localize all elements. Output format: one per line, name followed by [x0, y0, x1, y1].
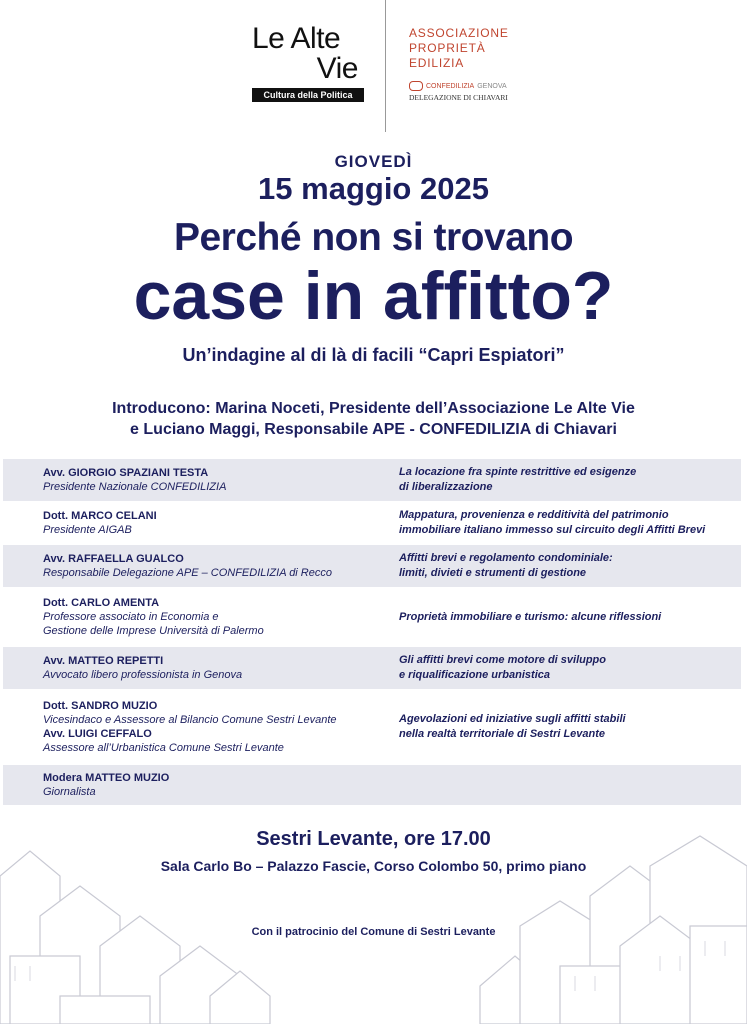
le-alte-vie-logo	[252, 24, 364, 102]
speaker-row	[3, 647, 741, 689]
speaker-row	[3, 501, 741, 545]
speaker-role: Avvocato libero professionista in Genova	[43, 669, 243, 681]
intro-text	[0, 398, 747, 440]
confedilizia-text: CONFEDILIZIA	[426, 82, 475, 90]
talk-topic-line1: Mappatura, provenienza e redditività del patrimonio	[399, 509, 669, 521]
ape-line-3: EDILIZIA	[409, 56, 465, 70]
logo-tagline: Cultura della Politica	[252, 88, 364, 102]
talk-topic-line1: Affitti brevi e regolamento condominiale:	[399, 552, 613, 564]
patronage-text: Con il patrocinio del Comune di Sestri Levante	[251, 926, 496, 938]
speaker-row	[3, 587, 741, 647]
talk-topic-line2: e riqualificazione urbanistica	[399, 669, 550, 681]
genova-text: GENOVA	[477, 82, 507, 90]
talk-topic-line1: Agevolazioni ed iniziative sugli affitti stabili	[399, 713, 626, 725]
ape-line-2: PROPRIETÀ	[409, 41, 486, 55]
logo-divider	[385, 0, 386, 132]
speaker-name: Dott. SANDRO MUZIO	[43, 700, 158, 712]
speaker-role: Presidente Nazionale CONFEDILIZIA	[43, 481, 227, 493]
speaker-role: Vicesindaco e Assessore al Bilancio Comune Sestri Levante	[43, 714, 337, 726]
talk-topic-line2: immobiliare italiano immesso sul circuito degli Affitti Brevi	[399, 524, 706, 536]
talk-topic-line1: Gli affitti brevi come motore di sviluppo	[399, 654, 606, 666]
ape-logo	[409, 26, 539, 102]
talk-topic-line2: di liberalizzazione	[399, 481, 493, 493]
speaker-role: Professore associato in Economia e	[43, 611, 219, 623]
confedilizia-icon	[409, 81, 423, 91]
confedilizia-row	[409, 81, 539, 91]
intro-line-1: Introducono: Marina Noceti, Presidente dell’Associazione Le Alte Vie	[112, 400, 635, 417]
speaker-name: Dott. MARCO CELANI	[43, 510, 157, 522]
moderator-role: Giornalista	[43, 786, 96, 798]
title-line-2: case in affitto?	[133, 258, 614, 334]
speaker-role: Responsabile Delegazione APE – CONFEDILIZIA di Recco	[43, 567, 332, 579]
ape-line-1: ASSOCIAZIONE	[409, 26, 509, 40]
speaker-role-line2: Gestione delle Imprese Università di Palermo	[43, 625, 264, 637]
speaker-name: Dott. CARLO AMENTA	[43, 597, 160, 609]
venue-address: Sala Carlo Bo – Palazzo Fascie, Corso Colombo 50, primo piano	[160, 858, 587, 874]
event-weekday: GIOVEDÌ	[334, 152, 413, 171]
talk-topic-line1: La locazione fra spinte restrittive ed esigenze	[399, 466, 637, 478]
speaker-row	[3, 459, 741, 501]
speaker-role: Presidente AIGAB	[43, 524, 132, 536]
speakers-table	[3, 459, 741, 805]
speaker-name-2: Avv. LUIGI CEFFALO	[43, 728, 152, 740]
talk-topic-line2: limiti, divieti e strumenti di gestione	[399, 567, 587, 579]
speaker-name: Avv. GIORGIO SPAZIANI TESTA	[43, 467, 209, 479]
logo-text-line1: Le Alte	[252, 22, 341, 55]
logo-text-line2: Vie	[316, 52, 358, 85]
event-subtitle: Un’indagine al di là di facili “Capri Espiatori”	[182, 345, 565, 365]
intro-line-2: e Luciano Maggi, Responsabile APE - CONFEDILIZIA di Chiavari	[130, 421, 617, 438]
venue-city-time: Sestri Levante, ore 17.00	[256, 828, 491, 850]
delegazione-text: DELEGAZIONE DI CHIAVARI	[409, 93, 508, 102]
speaker-row	[3, 689, 741, 765]
title-line-1: Perché non si trovano	[173, 216, 574, 259]
moderator-row	[3, 765, 741, 805]
talk-topic-line2: nella realtà territoriale di Sestri Levante	[399, 728, 606, 740]
speaker-name: Avv. MATTEO REPETTI	[43, 655, 164, 667]
event-date: 15 maggio 2025	[258, 171, 489, 206]
moderator-name: Modera MATTEO MUZIO	[43, 772, 170, 784]
talk-topic-line1: Proprietà immobiliare e turismo: alcune riflessioni	[399, 610, 662, 623]
speaker-row	[3, 545, 741, 587]
speaker-role-2: Assessore all’Urbanistica Comune Sestri Levante	[43, 742, 284, 754]
speaker-name: Avv. RAFFAELLA GUALCO	[43, 553, 184, 565]
